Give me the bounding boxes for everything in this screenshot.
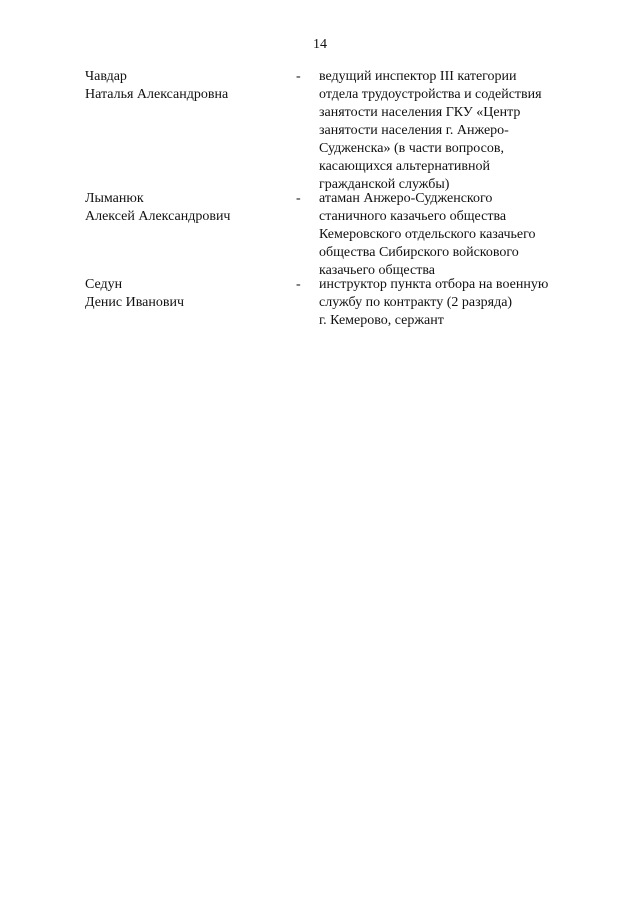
role-line: инструктор пункта отбора на военную [319,277,549,292]
role-line: г. Кемерово, сержант [319,313,444,328]
page-number: 14 [313,37,327,52]
role-line: атаман Анжеро-Судженского [319,191,493,206]
role-line: Судженска» (в части вопросов, [319,141,504,156]
role-line: станичного казачьего общества [319,209,507,224]
separator-dash: - [296,191,301,206]
member-role [319,68,579,194]
role-line: общества Сибирского войскового [319,245,519,260]
role-line: гражданской службы) [319,177,450,192]
member-surname: Седун [85,277,123,292]
separator-dash: - [296,69,301,84]
member-role [319,276,579,330]
role-line: отдела трудоустройства и содействия [319,87,542,102]
role-line: службу по контракту (2 разряда) [319,295,513,310]
role-line: занятости населения г. Анжеро- [319,123,509,138]
role-line: казачьего общества [319,263,435,278]
role-line: Кемеровского отдельского казачьего [319,227,536,242]
role-line: занятости населения ГКУ «Центр [319,105,521,120]
separator-dash: - [296,277,301,292]
member-name [85,276,275,312]
member-name [85,68,275,104]
member-given-names: Алексей Александрович [85,209,231,224]
member-surname: Чавдар [85,69,127,84]
member-given-names: Денис Иванович [85,295,185,310]
role-line: касающихся альтернативной [319,159,490,174]
member-given-names: Наталья Александровна [85,87,229,102]
member-name [85,190,275,226]
member-role [319,190,579,280]
role-line: ведущий инспектор III категории [319,69,517,84]
member-surname: Лыманюк [85,191,144,206]
